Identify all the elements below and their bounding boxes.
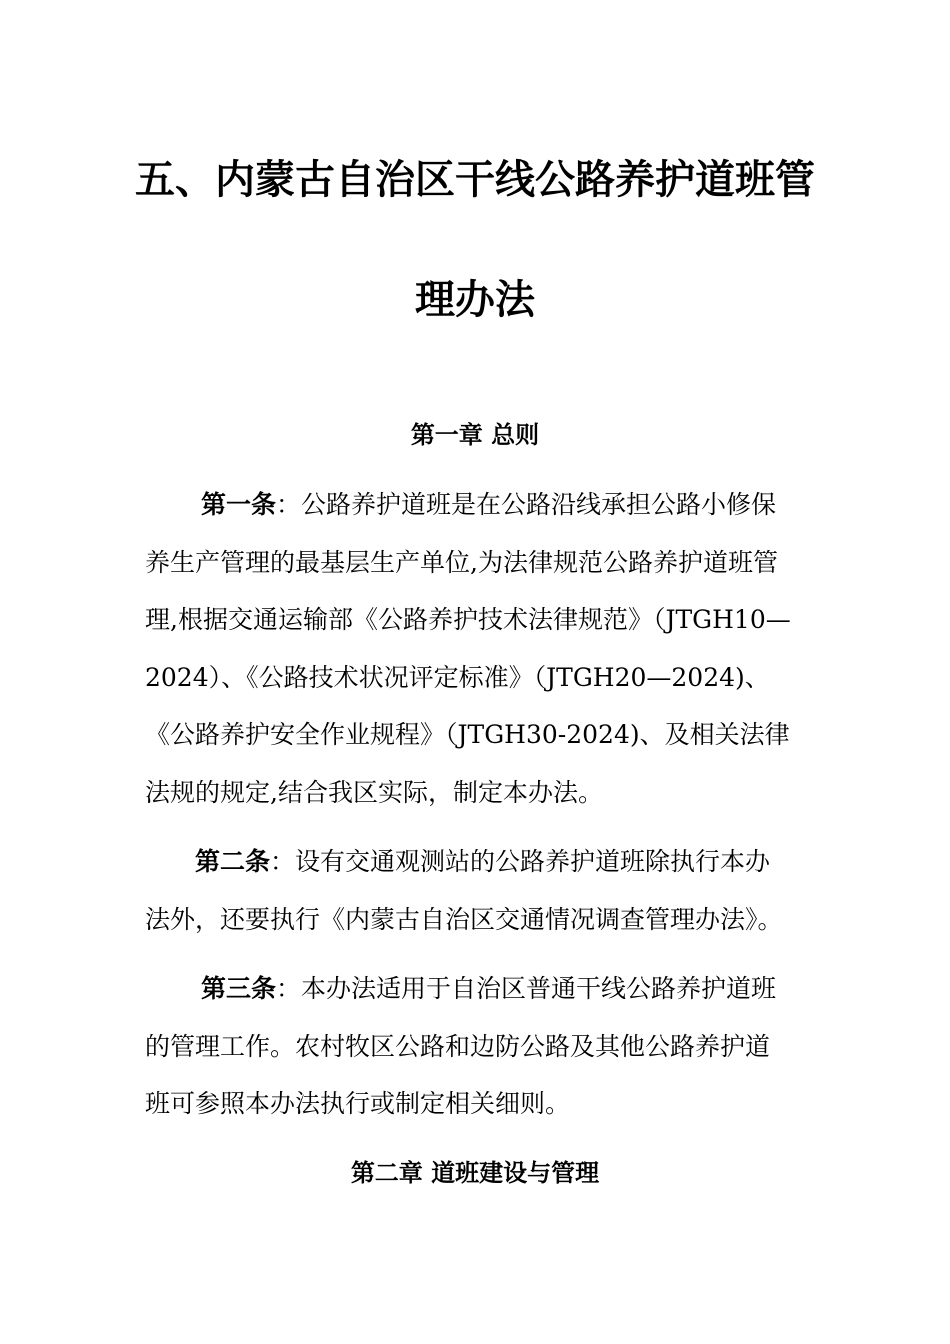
article-1-text-1: ：公路养护道班是在公路沿线承担公路小修保 bbox=[276, 490, 777, 519]
article-2-text-1: ：设有交通观测站的公路养护道班除执行本办 bbox=[270, 847, 771, 876]
article-3-line-2: 的管理工作。农村牧区公路和边防公路及其他公路养护道 bbox=[145, 1031, 771, 1061]
article-3-text-1: ：本办法适用于自治区普通干线公路养护道班 bbox=[276, 974, 777, 1003]
article-1 bbox=[145, 476, 807, 821]
document-title-line-1: 五、内蒙古自治区干线公路养护道班管 bbox=[135, 157, 815, 203]
article-2-label: 第二条 bbox=[195, 847, 271, 876]
article-3 bbox=[145, 960, 807, 1133]
article-1-line-4: 2024）、《公路技术状况评定标准》（JTGH20—2024)、 bbox=[145, 662, 770, 692]
chapter-heading-2: 第二章 道班建设与管理 bbox=[350, 1159, 600, 1187]
article-1-line-1 bbox=[145, 476, 807, 534]
article-1-label: 第一条 bbox=[201, 490, 277, 519]
article-1-line-3: 理,根据交通运输部《公路养护技术法律规范》（JTGH10— bbox=[145, 605, 791, 634]
article-2-line-1 bbox=[145, 833, 807, 891]
article-3-label: 第三条 bbox=[201, 974, 277, 1003]
article-1-line-6: 法规的规定,结合我区实际，制定本办法。 bbox=[145, 777, 603, 807]
article-1-line-2: 养生产管理的最基层生产单位,为法律规范公路养护道班管 bbox=[145, 547, 778, 577]
article-1-line-5: 《公路养护安全作业规程》（JTGH30-2024)、及相关法律 bbox=[145, 720, 790, 749]
chapter-heading-1: 第一章 总则 bbox=[410, 421, 540, 449]
article-3-line-1 bbox=[145, 960, 807, 1018]
article-3-line-3: 班可参照本办法执行或制定相关细则。 bbox=[145, 1089, 571, 1118]
article-2-line-2: 法外，还要执行《内蒙古自治区交通情况调查管理办法》。 bbox=[145, 904, 783, 934]
document-title-line-2: 理办法 bbox=[415, 277, 535, 323]
article-2 bbox=[145, 833, 807, 948]
